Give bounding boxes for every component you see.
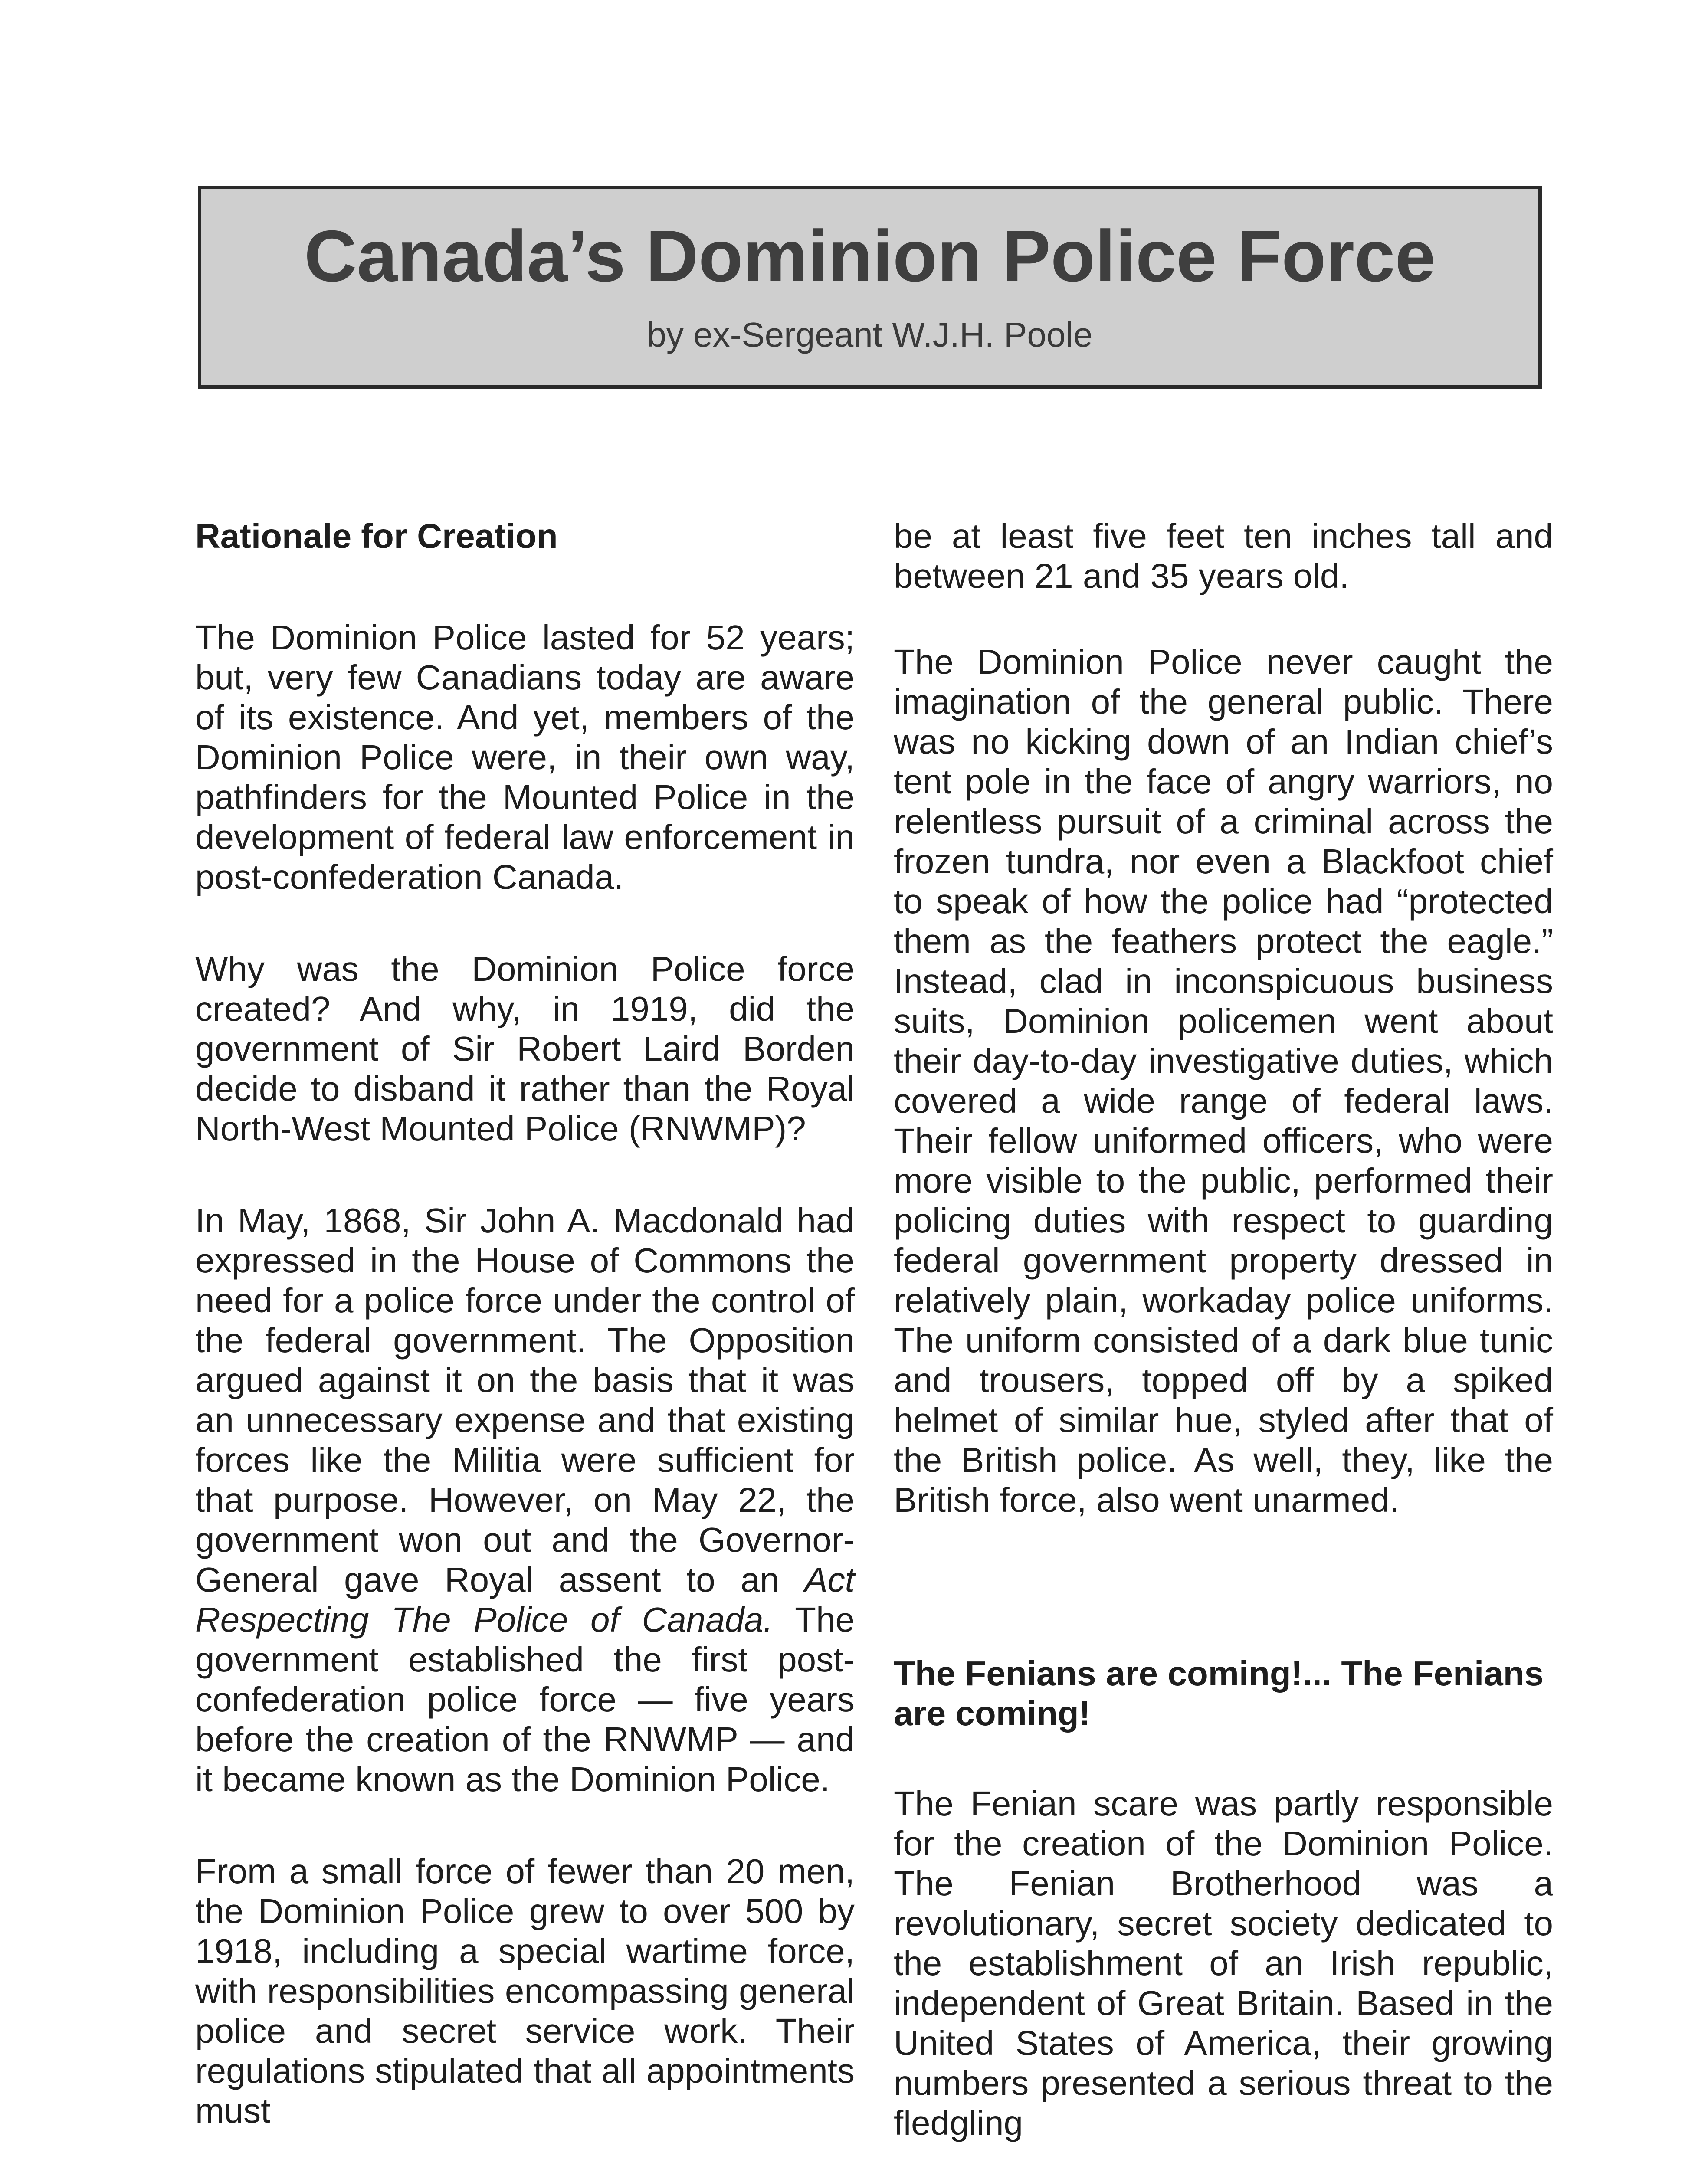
paragraph-text: In May, 1868, Sir John A. Macdonald had expressed in the House of Commons the need for a police force under the control of the federal government. The Opposition argued against it on the basis that it was an unnecessary expense and that existing forces like the Militia were sufficient for that purpose. However, on May 22, the government won out and the Governor-General gave Royal assent to an <box>195 1201 855 1599</box>
article-byline: by ex-Sergeant W.J.H. Poole <box>647 315 1093 354</box>
paragraph: Why was the Dominion Police force created? And why, in 1919, did the government of Sir Robert Laird Borden decide to disband it rather than the Royal North-West Mounted Police (RNWMP)? <box>195 950 855 1148</box>
article-title: Canada’s Dominion Police Force <box>304 215 1436 297</box>
paragraph: From a small force of fewer than 20 men, the Dominion Police grew to over 500 by 1918, including a special wartime force, with responsibilities encompassing general police and secret service work. Their regulations stipulated that all appointments must <box>195 1852 855 2130</box>
right-column <box>894 516 1553 2143</box>
paragraph: The Dominion Police lasted for 52 years; but, very few Canadians today are aware of its existence. And yet, members of the Dominion Police were, in their own way, pathfinders for the Mounted Police in the development of federal law enforcement in post-confederation Canada. <box>195 618 855 896</box>
paragraph: The Dominion Police never caught the imagination of the general public. There was no kicking down of an Indian chief’s tent pole in the face of angry warriors, no relentless pursuit of a criminal across the frozen tundra, nor even a Blackfoot chief to speak of how the police had “protected them as the feathers protect the eagle.” Instead, clad in inconspicuous business suits, Dominion policemen went about their day-to-day investigative duties, which covered a wide range of federal laws. Their fellow uniformed officers, who were more visible to the public, performed their policing duties with respect to guarding federal government property dressed in relatively plain, workaday police uniforms. The uniform consisted of a dark blue tunic and trousers, topped off by a spiked helmet of similar hue, styled after that of the British police. As well, they, like the British force, also went unarmed. <box>894 642 1553 1519</box>
paragraph-act <box>195 1201 855 1799</box>
act-title: Act Respecting The Police of Canada. <box>195 1560 855 1639</box>
section-heading-rationale: Rationale for Creation <box>195 517 558 555</box>
title-box <box>198 186 1542 389</box>
paragraph: be at least five feet ten inches tall and between 21 and 35 years old. <box>894 517 1553 595</box>
paragraph-text-end: The government established the first post-confederation police force — five years before the creation of the RNWMP — and it became known as the Dominion Police. <box>195 1600 855 1799</box>
section-heading-fenians: The Fenians are coming!... The Fenians are coming! <box>894 1654 1544 1733</box>
paragraph: The Fenian scare was partly responsible for the creation of the Dominion Police. The Fenian Brotherhood was a revolutionary, secret society dedicated to the establishment of an Irish republic, independent of Great Britain. Based in the United States of America, their growing numbers presented a serious threat to the fledgling <box>894 1784 1553 2142</box>
left-column <box>195 516 855 2131</box>
